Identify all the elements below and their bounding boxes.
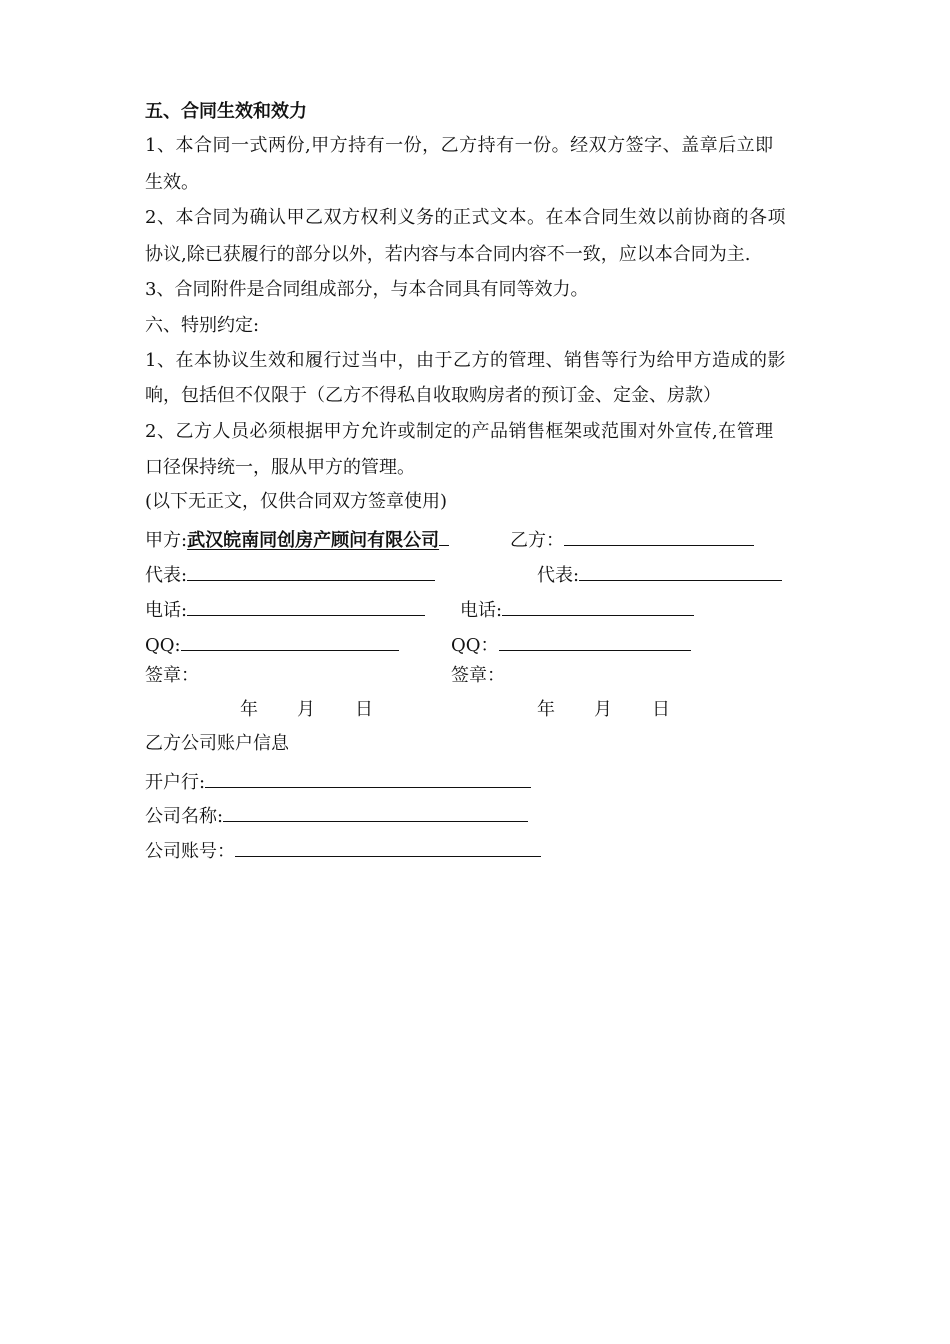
section-5-clause-2-line-2: 协议,除已获履行的部分以外，若内容与本合同内容不一致，应以本合同为主. (145, 244, 751, 265)
party-a-name-underline (439, 525, 449, 546)
bank-row (145, 767, 531, 795)
no-further-text-note: (以下无正文，仅供合同双方签章使用) (145, 491, 448, 512)
qq-b-label: QQ： (451, 635, 499, 656)
company-name-row (145, 801, 528, 829)
account-number-label: 公司账号： (145, 841, 235, 862)
date-a-month: 月 (297, 699, 315, 720)
rep-b-row (537, 560, 782, 588)
party-a-label: 甲方: (145, 530, 188, 551)
qq-a-label: QQ: (145, 635, 181, 656)
phone-b-blank[interactable] (502, 595, 694, 616)
rep-b-blank[interactable] (579, 560, 782, 581)
section-5-clause-3: 3、合同附件是合同组成部分，与本合同具有同等效力。 (145, 279, 589, 300)
section-5-heading: 五、合同生效和效力 (145, 101, 307, 122)
party-b-label: 乙方： (510, 530, 564, 551)
phone-b-row (460, 595, 694, 623)
phone-a-row (145, 595, 425, 623)
section-5-clause-1-line-1: 1、本合同一式两份,甲方持有一份，乙方持有一份。经双方签字、盖章后立即 (145, 135, 774, 156)
section-5-clause-2-line-1: 2、本合同为确认甲乙双方权利义务的正式文本。在本合同生效以前协商的各项 (145, 207, 786, 228)
phone-a-blank[interactable] (187, 595, 425, 616)
date-b-year: 年 (537, 699, 555, 720)
party-a-name: 武汉皖南同创房产顾问有限公司 (187, 530, 440, 551)
bank-blank[interactable] (205, 767, 531, 788)
account-number-row (145, 836, 541, 864)
account-info-title: 乙方公司账户信息 (145, 733, 289, 754)
bank-label: 开户行: (145, 772, 206, 793)
phone-a-label: 电话: (145, 600, 188, 621)
date-b-month: 月 (594, 699, 612, 720)
party-a-row (145, 525, 449, 553)
section-6-clause-2-line-1: 2、乙方人员必须根据甲方允许或制定的产品销售框架或范围对外宣传,在管理 (145, 421, 774, 442)
qq-b-row (451, 630, 691, 658)
section-6-clause-1-line-2: 响，包括但不仅限于（乙方不得私自收取购房者的预订金、定金、房款） (145, 385, 721, 406)
section-6-heading: 六、特别约定: (145, 315, 260, 336)
party-b-blank[interactable] (564, 525, 754, 546)
company-name-blank[interactable] (223, 801, 528, 822)
rep-a-row (145, 560, 435, 588)
section-5-clause-1-line-2: 生效。 (145, 172, 199, 193)
date-a-year: 年 (240, 699, 258, 720)
party-b-row (510, 525, 754, 553)
seal-b-label: 签章： (451, 665, 505, 686)
account-number-blank[interactable] (235, 836, 541, 857)
date-a-day: 日 (355, 699, 373, 720)
phone-b-label: 电话: (460, 600, 503, 621)
rep-a-blank[interactable] (187, 560, 435, 581)
qq-a-blank[interactable] (181, 630, 399, 651)
section-6-clause-1-line-1: 1、在本协议生效和履行过当中，由于乙方的管理、销售等行为给甲方造成的影 (145, 350, 786, 371)
qq-b-blank[interactable] (499, 630, 691, 651)
qq-a-row (145, 630, 399, 658)
section-6-clause-2-line-2: 口径保持统一，服从甲方的管理。 (145, 457, 415, 478)
seal-a-label: 签章： (145, 665, 199, 686)
company-name-label: 公司名称: (145, 806, 224, 827)
rep-b-label: 代表: (537, 565, 580, 586)
rep-a-label: 代表: (145, 565, 188, 586)
date-b-day: 日 (652, 699, 670, 720)
